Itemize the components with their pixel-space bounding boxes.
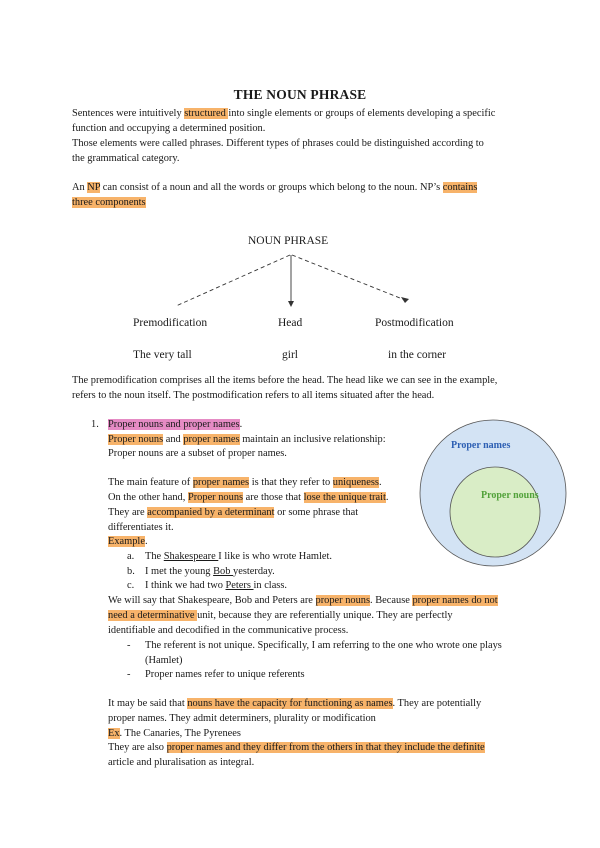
intro-line-4: the grammatical category. xyxy=(72,153,180,164)
intro-line-3: Those elements were called phrases. Different types of phrases could be distinguished according to xyxy=(72,138,484,149)
tree-label-head: Head xyxy=(278,317,303,329)
bullet-dash-1: - xyxy=(127,640,131,651)
tree-line-left xyxy=(176,255,290,306)
section-line-p8: need a determinative unit, because they are referentially unique. They are perfectly xyxy=(108,610,453,621)
example-label: Example. xyxy=(108,536,148,547)
highlight-contains: contains xyxy=(442,182,478,193)
example-marker-b: b. xyxy=(127,566,135,577)
tree-example-premod: The very tall xyxy=(133,349,192,361)
section-line-p7: We will say that Shakespeare, Bob and Peters are proper nouns. Because proper names do not xyxy=(108,595,498,606)
venn-inner-circle xyxy=(450,467,540,557)
section-line-p3: The main feature of proper names is that they refer to uniqueness. xyxy=(108,477,382,488)
tree-line-right xyxy=(292,255,405,300)
example-item-b: I met the young Bob yesterday. xyxy=(145,566,275,577)
section-number: 1. xyxy=(91,419,99,430)
intro-line-1: Sentences were intuitively structured into single elements or groups of elements developing a specific xyxy=(72,108,496,119)
section-heading: Proper nouns and proper names. xyxy=(108,419,243,430)
example-item-a: The Shakespeare I like is who wrote Hamlet. xyxy=(145,551,332,562)
section-line-p11: proper names. They admit determiners, plurality or modification xyxy=(108,713,376,724)
section-line-p13: They are also proper names and they differ from the others in that they include the definite xyxy=(108,742,485,753)
example-marker-a: a. xyxy=(127,551,135,562)
example-marker-c: c. xyxy=(127,580,135,591)
venn-outer-label: Proper names xyxy=(451,440,511,451)
tree-example-head: girl xyxy=(282,349,298,361)
tree-arrow-center xyxy=(288,301,294,307)
section-line-p4: On the other hand, Proper nouns are those that lose the unique trait. xyxy=(108,492,389,503)
highlight-structured: structured xyxy=(184,108,229,119)
section-line-p12: Ex. The Canaries, The Pyrenees xyxy=(108,728,241,739)
tree-label-premodification: Premodification xyxy=(133,317,208,329)
premod-line-1: The premodification comprises all the items before the head. The head like we can see in the example, xyxy=(72,375,498,386)
section-line-p2: Proper nouns are a subset of proper names. xyxy=(108,448,287,459)
intro-line-2: function and occupying a determined position. xyxy=(72,123,266,134)
section-line-p9: identifiable and decodified in the communicative process. xyxy=(108,625,349,636)
venn-inner-label: Proper nouns xyxy=(481,490,539,501)
premod-line-2: refers to the noun itself. The postmodification refers to all items situated after the head. xyxy=(72,390,435,401)
section-line-p6: differentiates it. xyxy=(108,522,174,533)
page-title: THE NOUN PHRASE xyxy=(233,87,367,102)
tree-example-postmod: in the corner xyxy=(388,349,447,361)
section-line-p5: They are accompanied by a determinant or some phrase that xyxy=(108,507,359,518)
bullet-1-line-2: (Hamlet) xyxy=(145,655,183,666)
bullet-dash-2: - xyxy=(127,669,131,680)
highlight-np: NP xyxy=(87,182,101,193)
bullet-2-line-1: Proper names refer to unique referents xyxy=(145,669,305,680)
section-line-p10: It may be said that nouns have the capacity for functioning as names. They are potentially xyxy=(108,698,482,709)
tree-label-postmodification: Postmodification xyxy=(375,317,454,329)
np-line-1: An NP can consist of a noun and all the words or groups which belong to the noun. NP’s contains xyxy=(72,182,478,193)
example-item-c: I think we had two Peters in class. xyxy=(145,580,287,591)
section-line-p14: article and pluralisation as integral. xyxy=(108,757,255,768)
tree-root-label: NOUN PHRASE xyxy=(248,235,329,247)
tree-arrow-right xyxy=(401,297,409,303)
bullet-1-line-1: The referent is not unique. Specifically, I am referring to the one who wrote one plays xyxy=(145,640,502,651)
highlight-three-components: three components xyxy=(72,197,146,208)
section-line-p1: Proper nouns and proper names maintain an inclusive relationship: xyxy=(108,434,386,445)
